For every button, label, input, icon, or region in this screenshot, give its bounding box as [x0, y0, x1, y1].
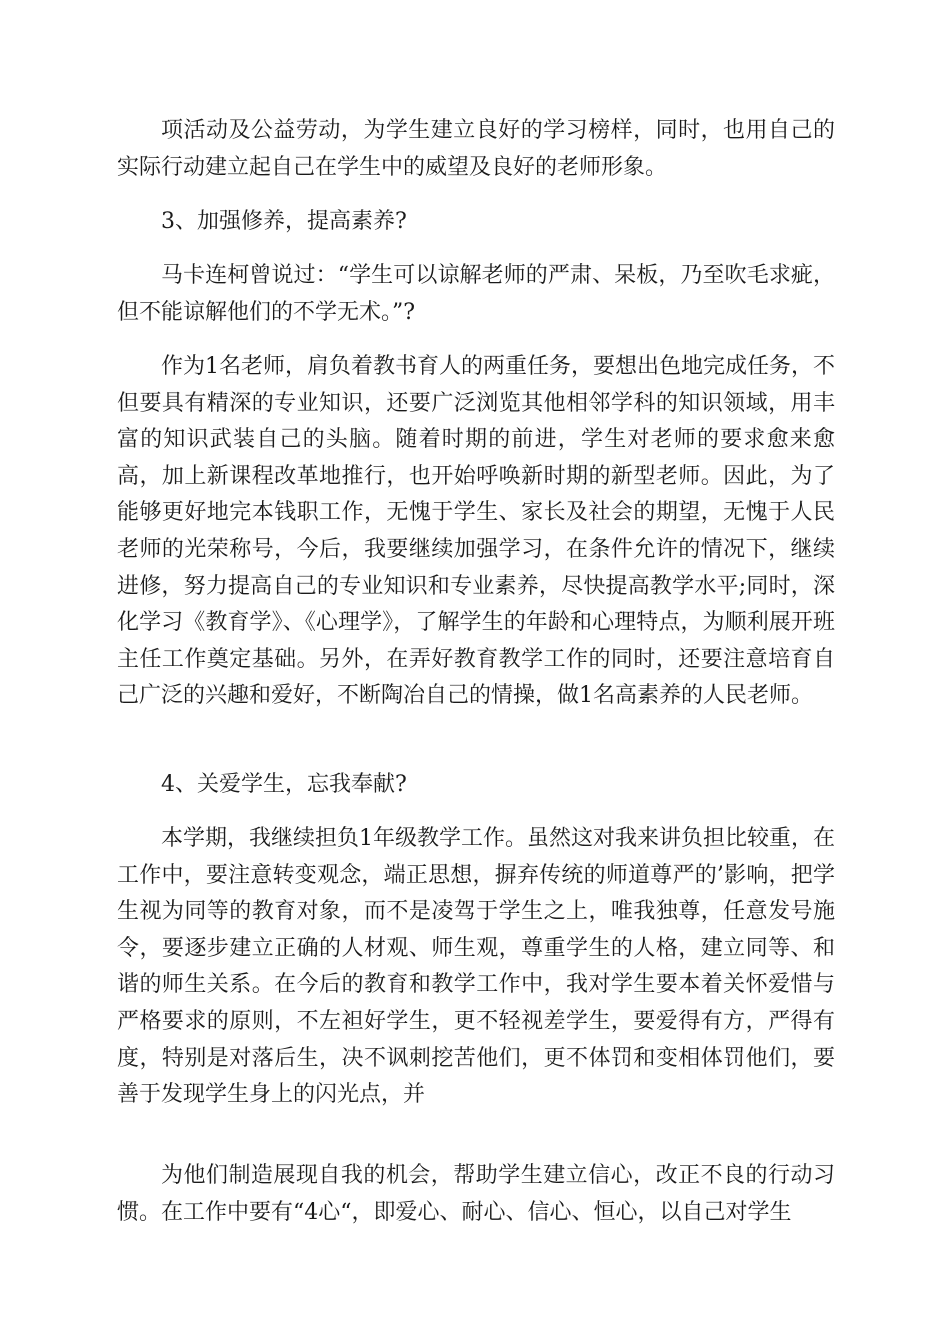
section-heading-4: 4、关爱学生，忘我奉献?: [161, 772, 407, 797]
paragraph-four-hearts: 为他们制造展现自我的机会，帮助学生建立信心，改正不良的行动习惯。在工作中要有“4心“，即爱心、耐心、信心、恒心，以自己对学生: [117, 1163, 835, 1225]
paragraph-care-students: 本学期，我继续担负1年级教学工作。虽然这对我来讲负担比较重，在工作中，要注意转变观念，端正思想，摒弃传统的师道尊严的’影响，把学生视为同等的教育对象，而不是凌驾于学生之上，唯我独尊，任意发号施令，要逐步建立正确的人材观、师生观，尊重学生的人格，建立同等、和谐的师生关系。在今后的教育和教学工作中，我对学生要本着关怀爱惜与严格要求的原则，不左袒好学生，更不轻视差学生，要爱得有方，严得有度，特别是对落后生，决不讽刺挖苦他们，更不体罚和变相体罚他们，要善于发现学生身上的闪光点，并: [117, 826, 835, 1108]
paragraph-quote: 马卡连柯曾说过：“学生可以谅解老师的严肃、呆板，乃至吹毛求疵，但不能谅解他们的不学无术。”?: [117, 263, 835, 325]
paragraph-self-improvement: 作为1名老师，肩负着教书育人的两重任务，要想出色地完成任务，不但要具有精深的专业知识，还要广泛浏览其他相邻学科的知识领域，用丰富的知识武装自己的头脑。随着时期的前进，学生对老师的要求愈来愈高，加上新课程改革地推行，也开始呼唤新时期的新型老师。因此，为了能够更好地完本钱职工作，无愧于学生、家长及社会的期望，无愧于人民老师的光荣称号，今后，我要继续加强学习，在条件允许的情况下，继续进修，努力提高自己的专业知识和专业素养，尽快提高教学水平;同时，深化学习《教育学》、《心理学》，了解学生的年龄和心理特点，为顺利展开班主任工作奠定基础。另外，在弄好教育教学工作的同时，还要注意培育自己广泛的兴趣和爱好，不断陶冶自己的情操，做1名高素养的人民老师。: [117, 354, 835, 709]
section-heading-3: 3、加强修养，提高素养?: [161, 209, 407, 234]
paragraph-activities: 项活动及公益劳动，为学生建立良好的学习榜样，同时，也用自己的实际行动建立起自己在学生中的威望及良好的老师形象。: [117, 118, 835, 180]
